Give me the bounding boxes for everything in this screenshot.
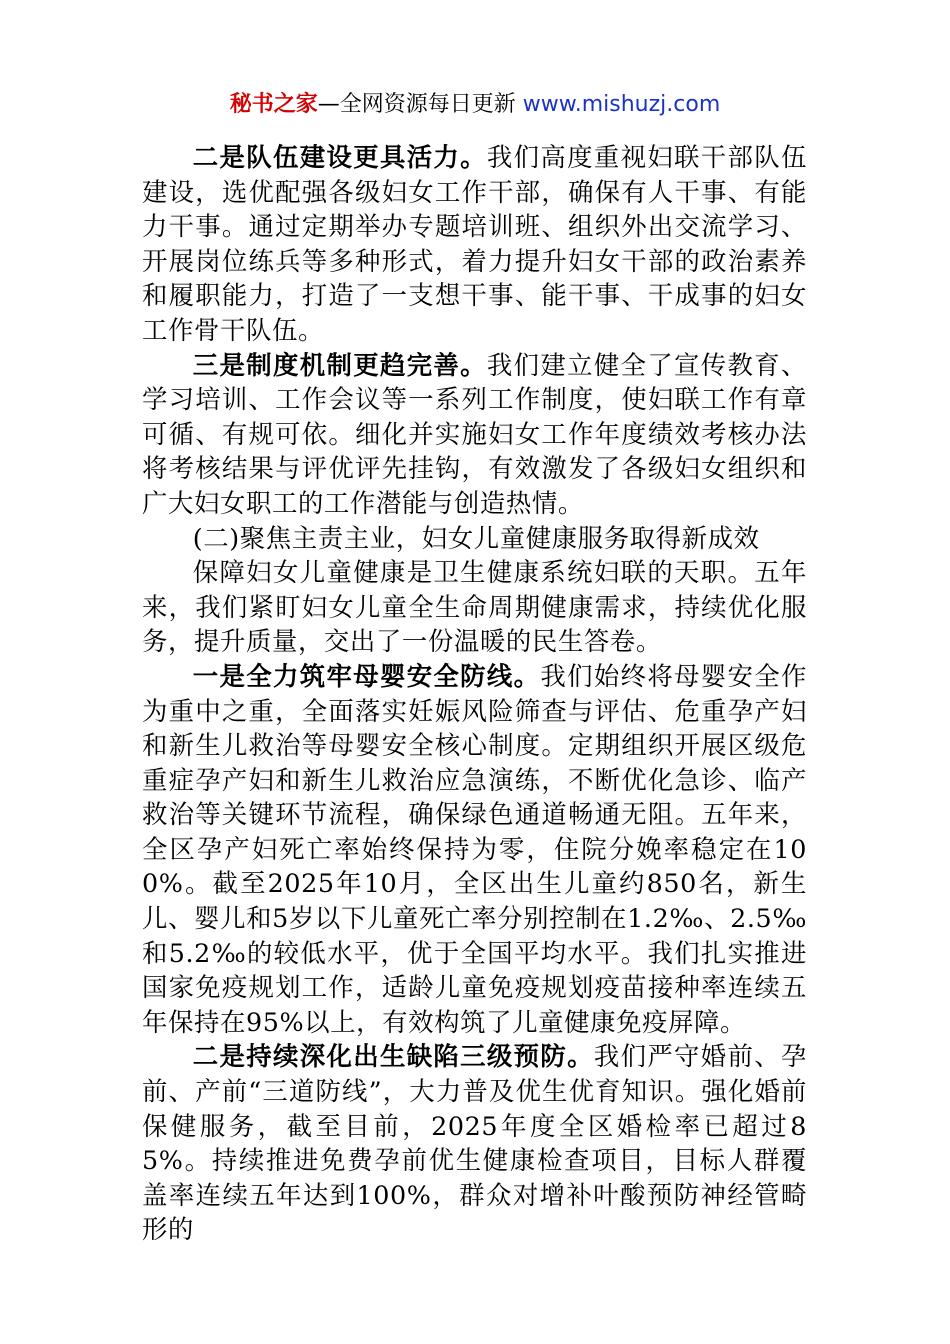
paragraph-birth-defect-prevention — [142, 1039, 807, 1247]
document-body — [142, 140, 807, 1247]
paragraph-text: 保障妇女儿童健康是卫生健康系统妇联的天职。五年来，我们紧盯妇女儿童全生命周期健康需求，持续优化服务，提升质量，交出了一份温暖的民生答卷。 — [142, 557, 807, 657]
site-url-link[interactable]: www.mishuzj.com — [522, 92, 721, 117]
paragraph-team-building — [142, 140, 807, 348]
paragraph-institutions — [142, 348, 807, 521]
paragraph-text: 我们高度重视妇联干部队伍建设，选优配强各级妇女工作干部，确保有人干事、有能力干事。通过定期举办专题培训班、组织外出交流学习、开展岗位练兵等多种形式，着力提升妇女干部的政治素养和履职能力，打造了一支想干事、能干事、干成事的妇女工作骨干队伍。 — [142, 142, 807, 345]
paragraph-lead: 二是持续深化出生缺陷三级预防。 — [192, 1041, 594, 1072]
paragraph-text: 我们严守婚前、孕前、产前“三道防线”，大力普及优生优育知识。强化婚前保健服务，截至目前，2025年度全区婚检率已超过85%。持续推进免费孕前优生健康检查项目，目标人群覆盖率连续五年达到100%，群众对增补叶酸预防神经管畸形的 — [142, 1041, 807, 1245]
paragraph-lead: 三是制度机制更趋完善。 — [192, 349, 487, 380]
paragraph-lead: 二是队伍建设更具活力。 — [192, 142, 487, 172]
page-header — [0, 88, 950, 122]
paragraph-text: 我们建立健全了宣传教育、学习培训、工作会议等一系列工作制度，使妇联工作有章可循、有规可依。细化并实施妇女工作年度绩效考核办法将考核结果与评优评先挂钩，有效激发了各级妇女组织和广大妇女职工的工作潜能与创造热情。 — [142, 349, 807, 518]
paragraph-text: 我们始终将母婴安全作为重中之重，全面落实妊娠风险筛查与评估、危重孕产妇和新生儿救治等母婴安全核心制度。定期组织开展区级危重症孕产妇和新生儿救治应急演练，不断优化急诊、临产救治等关键环节流程，确保绿色通道畅通无阻。五年来，全区孕产妇死亡率始终保持为零，住院分娩率稳定在100%。截至2025年10月，全区出生儿童约850名，新生儿、婴儿和5岁以下儿童死亡率分别控制在1.2‰、2.5‰和5.2‰的较低水平，优于全国平均水平。我们扎实推进国家免疫规划工作，适龄儿童免疫规划疫苗接种率连续五年保持在95%以上，有效构筑了儿童健康免疫屏障。 — [142, 660, 807, 1037]
paragraph-health-intro — [142, 555, 807, 659]
site-tagline: —全网资源每日更新 — [317, 92, 523, 117]
section-subheading: (二)聚焦主责主业，妇女儿童健康服务取得新成效 — [192, 522, 760, 553]
site-brand: 秘书之家 — [229, 92, 318, 117]
paragraph-lead: 一是全力筑牢母婴安全防线。 — [192, 660, 541, 691]
paragraph-maternal-safety — [142, 659, 807, 1040]
